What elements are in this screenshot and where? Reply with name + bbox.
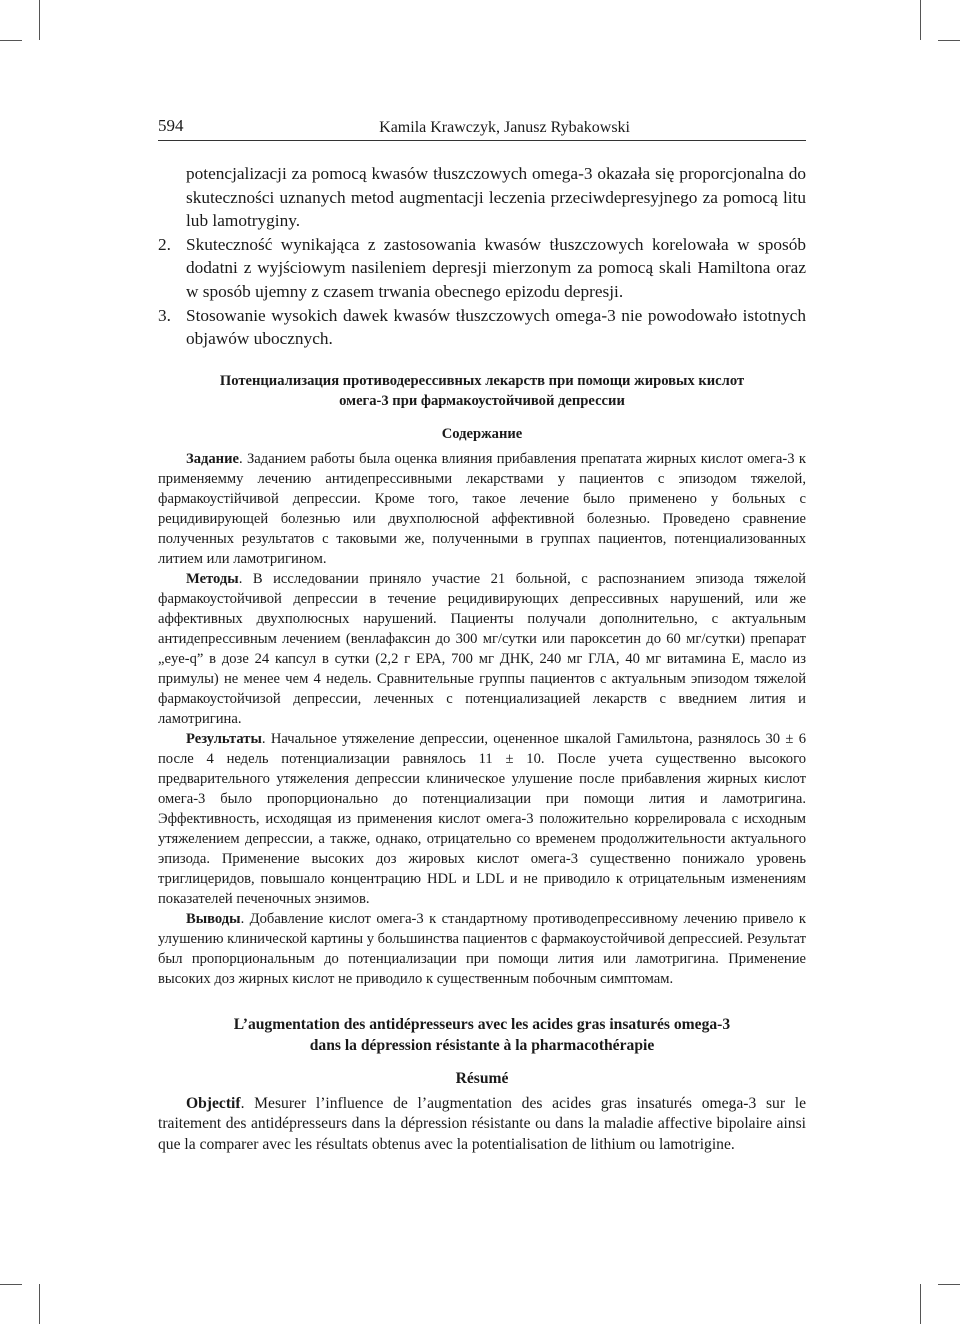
conclusion-continuation: potencjalizacji za pomocą kwasów tłuszczowych omega-3 okazała się proporcjonalna do skuteczności uznanych metod augmentacji leczenia przeciwdepresyjnego za pomocą litu lub lamotryginy. [186, 164, 806, 231]
french-title-line: dans la dépression résistante à la pharmacothérapie [309, 1036, 655, 1054]
paragraph-text: . Добавление кислот омега-3 к стандартному противодепрессивному лечению привело к улушению клинической картины у большинства пациентов с фармакоустойчивой депрессией. Результат был пропорциональным до потенциализации при помощи лития или ламотригина. Применение высоких доз жирных кислот не приводило к существенным побочным симптомам. [158, 910, 806, 987]
conclusion-item [158, 233, 806, 304]
french-abstract-title [158, 1014, 806, 1056]
paragraph-text: . Заданием работы была оценка влияния прибавления препатата жирных кислот омега-3 к применяемму лечению антидепрессивными лекарствами у пациентов с эпизодом тяжелой, фармакоустійчивой депрессии. Кроме того, такое лечение было применено у больных с рецидивирующей болезнью или двухполюсной аффективной болезнью. Проведено сравнение полученных результатов с таковыми же, полученными в группах пациентов, потенциализованных литием или ламотригином. [158, 450, 806, 567]
french-paragraph [158, 1094, 806, 1156]
russian-paragraph [158, 909, 806, 989]
crop-mark [0, 1284, 22, 1285]
crop-mark [938, 1284, 960, 1285]
crop-mark [39, 0, 40, 40]
russian-paragraph [158, 449, 806, 569]
conclusion-item [158, 304, 806, 351]
paragraph-label: Задание [186, 450, 239, 467]
paragraph-label: Результаты [186, 730, 262, 747]
french-abstract-subtitle: Résumé [455, 1069, 509, 1087]
crop-mark [920, 1284, 921, 1324]
paragraph-label: Методы [186, 570, 239, 587]
page-number: 594 [158, 116, 184, 135]
russian-abstract-title [158, 371, 806, 411]
russian-title-line: омега-3 при фармакоустойчивой депрессии [339, 392, 625, 409]
paragraph-text: . Mesurer l’influence de l’augmentation des acides gras insaturés omega-3 sur le traitement des antidépresseurs dans la dépression résistante ou dans la maladie affective bipolaire ainsi que la comparer avec les résultats obtenus avec la potentialisation de lithium ou lamotrigine. [158, 1094, 806, 1153]
paragraph-text: . В исследовании приняло участие 21 больной, с распознанием эпизода тяжелой фармакоустойчивой депрессии в течение рецидивирующих депрессивных нарушений, или же аффективных двухполюсных нарушений. Пациенты получали дополнительно, с актуальным антидепрессивным лечением (венлафаксин до 300 мг/сутки или пароксетин до 60 мг/сутки) препарат „eye-q” в дозе 24 капсул в сутки (2,2 г ЕРА, 700 мг ДНК, 240 мг ГЛА, 40 мг витамина Е, масло из примулы) не менее чем 4 недель. Сравнительные группы пациентов с актуальным эпизодом тяжелой фармакоустойчизой депрессии, леченных с потенциализацией лекарств с введнием лития и ламотригина. [158, 570, 806, 727]
french-title-line: L’augmentation des antidépresseurs avec les acides gras insaturés omega-3 [233, 1015, 731, 1033]
russian-paragraph [158, 569, 806, 729]
russian-paragraph [158, 729, 806, 909]
crop-mark [920, 0, 921, 40]
conclusion-text: Skuteczność wynikająca z zastosowania kwasów tłuszczowych korelowała w sposób dodatni z wyjściowym nasileniem depresji mierzonym za pomocą skali Hamiltona oraz w sposób ujemny z czasem trwania obecnego epizodu depresji. [186, 234, 806, 301]
paragraph-text: . Начальное утяжеление депрессии, оцененное шкалой Гамильтона, разнялось 30 ± 6 после 4 недель потенциализации равнялось 11 ± 10. После учета существенно высокого предварительного утяжеления депрессии клиническое улушение после прибавления жирных кислот омега-3 было пропорционально до потенциализации при помощи лития и ламотригина. Эффективность, исходящая из применения кислот омега-3 положительно коррелировала с исходным утяжелением депрессии, а также, однако, отрицательно со временем продолжительности актуального эпизода. Применение высоких доз жировых кислот омега-3 существенно понижало уровень триглицеридов, повышало концентрацию HDL и LDL и не приводило к отрицательным изменениям показателей печеночных энзимов. [158, 730, 806, 907]
conclusion-text: Stosowanie wysokich dawek kwasów tłuszczowych omega-3 nie powodowało istotnych objawów ubocznych. [186, 305, 806, 349]
conclusion-number: 2. [158, 234, 171, 254]
running-authors: Kamila Krawczyk, Janusz Rybakowski [379, 119, 630, 136]
page-content [158, 162, 806, 1155]
crop-mark [938, 40, 960, 41]
conclusion-number: 3. [158, 305, 171, 325]
crop-mark [39, 1284, 40, 1324]
paragraph-label: Выводы [186, 910, 241, 927]
paragraph-label: Objectif [186, 1094, 241, 1112]
russian-abstract-subtitle: Содержание [441, 425, 523, 442]
russian-title-line: Потенциализация противодерессивных лекарств при помощи жировых кислот [219, 372, 745, 389]
crop-mark [0, 40, 22, 41]
running-header [158, 116, 806, 141]
